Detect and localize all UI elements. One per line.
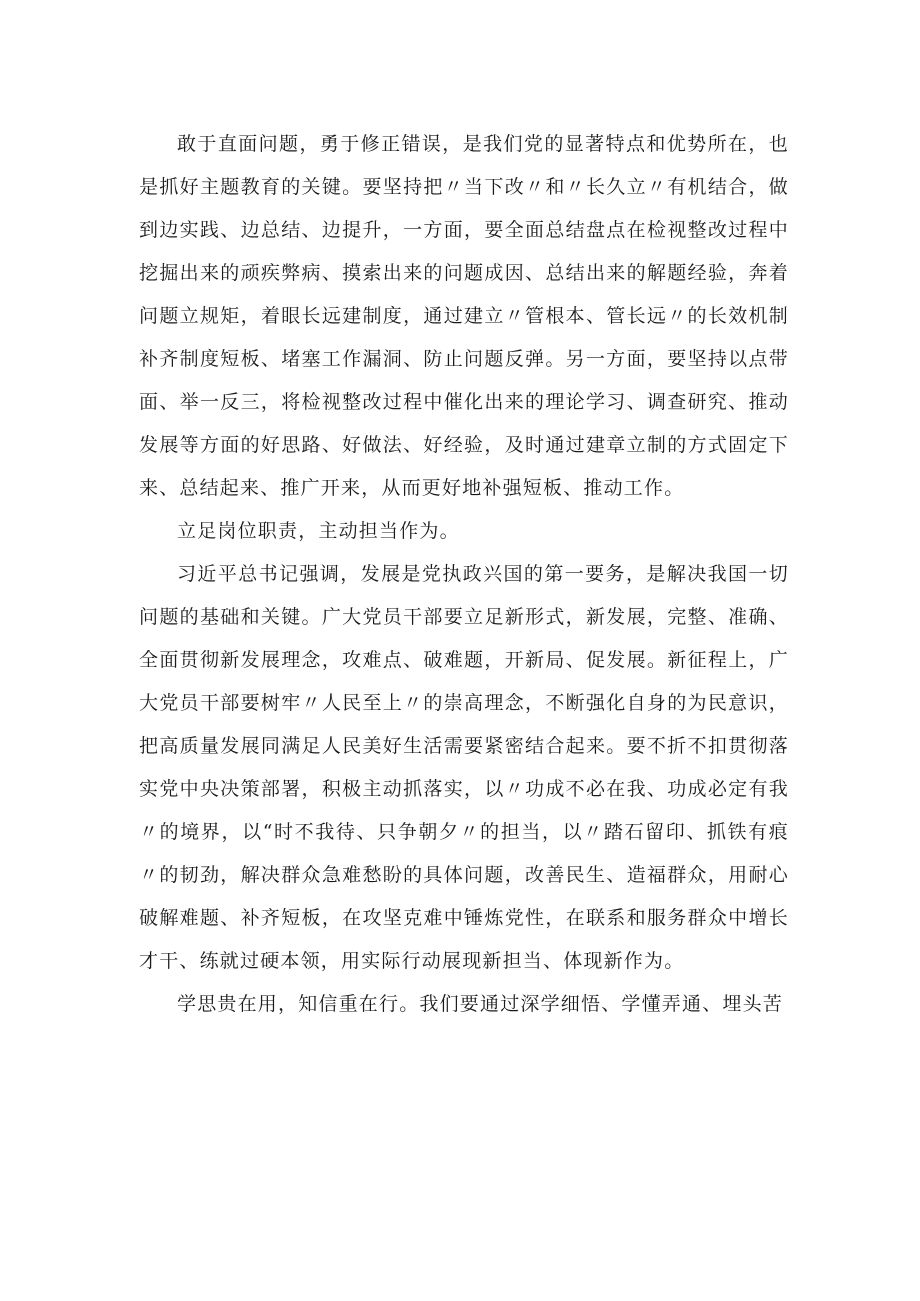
paragraph-heading-duty: 立足岗位职责，主动担当作为。 bbox=[177, 520, 460, 542]
paragraph-rectification: 敢于直面问题，勇于修正错误，是我们党的显著特点和优势所在，也是抓好主题教育的关键。要坚持把〃当下改〃和〃长久立〃有机结合，做到边实践、边总结、边提升，一方面，要全面总结盘点在检视整改过程中挖掘出来的顽疾弊病、摸索出来的问题成因、总结出来的解题经验，奔着问题立规矩，着眼长远建制度，通过建立〃管根本、管长远〃的长效机制补齐制度短板、堵塞工作漏洞、防止问题反弹。另一方面，要坚持以点带面、举一反三，将检视整改过程中催化出来的理论学习、调查研究、推动发展等方面的好思路、好做法、好经验，及时通过建章立制的方式固定下来、总结起来、推广开来，从而更好地补强短板、推动工作。 bbox=[139, 133, 789, 499]
paragraph-study: 学思贵在用，知信重在行。我们要通过深学细悟、学懂弄通、埋头苦 bbox=[177, 993, 784, 1015]
paragraph-development: 习近平总书记强调，发展是党执政兴国的第一要务，是解决我国一切问题的基础和关键。广大党员干部要立足新形式，新发展，完整、准确、全面贯彻新发展理念，攻难点、破难题，开新局、促发展。新征程上，广大党员干部要树牢〃人民至上〃的崇高理念，不断强化自身的为民意识，把高质量发展同满足人民美好生活需要紧密结合起来。要不折不扣贯彻落实党中央决策部署，积极主动抓落实，以〃功成不必在我、功成必定有我〃的境界，以“时不我待、只争朝夕〃的担当，以〃踏石留印、抓铁有痕〃的韧劲，解决群众急难愁盼的具体问题，改善民生、造福群众，用耐心破解难题、补齐短板，在攻坚克难中锤炼党性，在联系和服务群众中增长才干、练就过硬本领，用实际行动展现新担当、体现新作为。 bbox=[139, 563, 789, 972]
document-body bbox=[139, 123, 789, 1026]
